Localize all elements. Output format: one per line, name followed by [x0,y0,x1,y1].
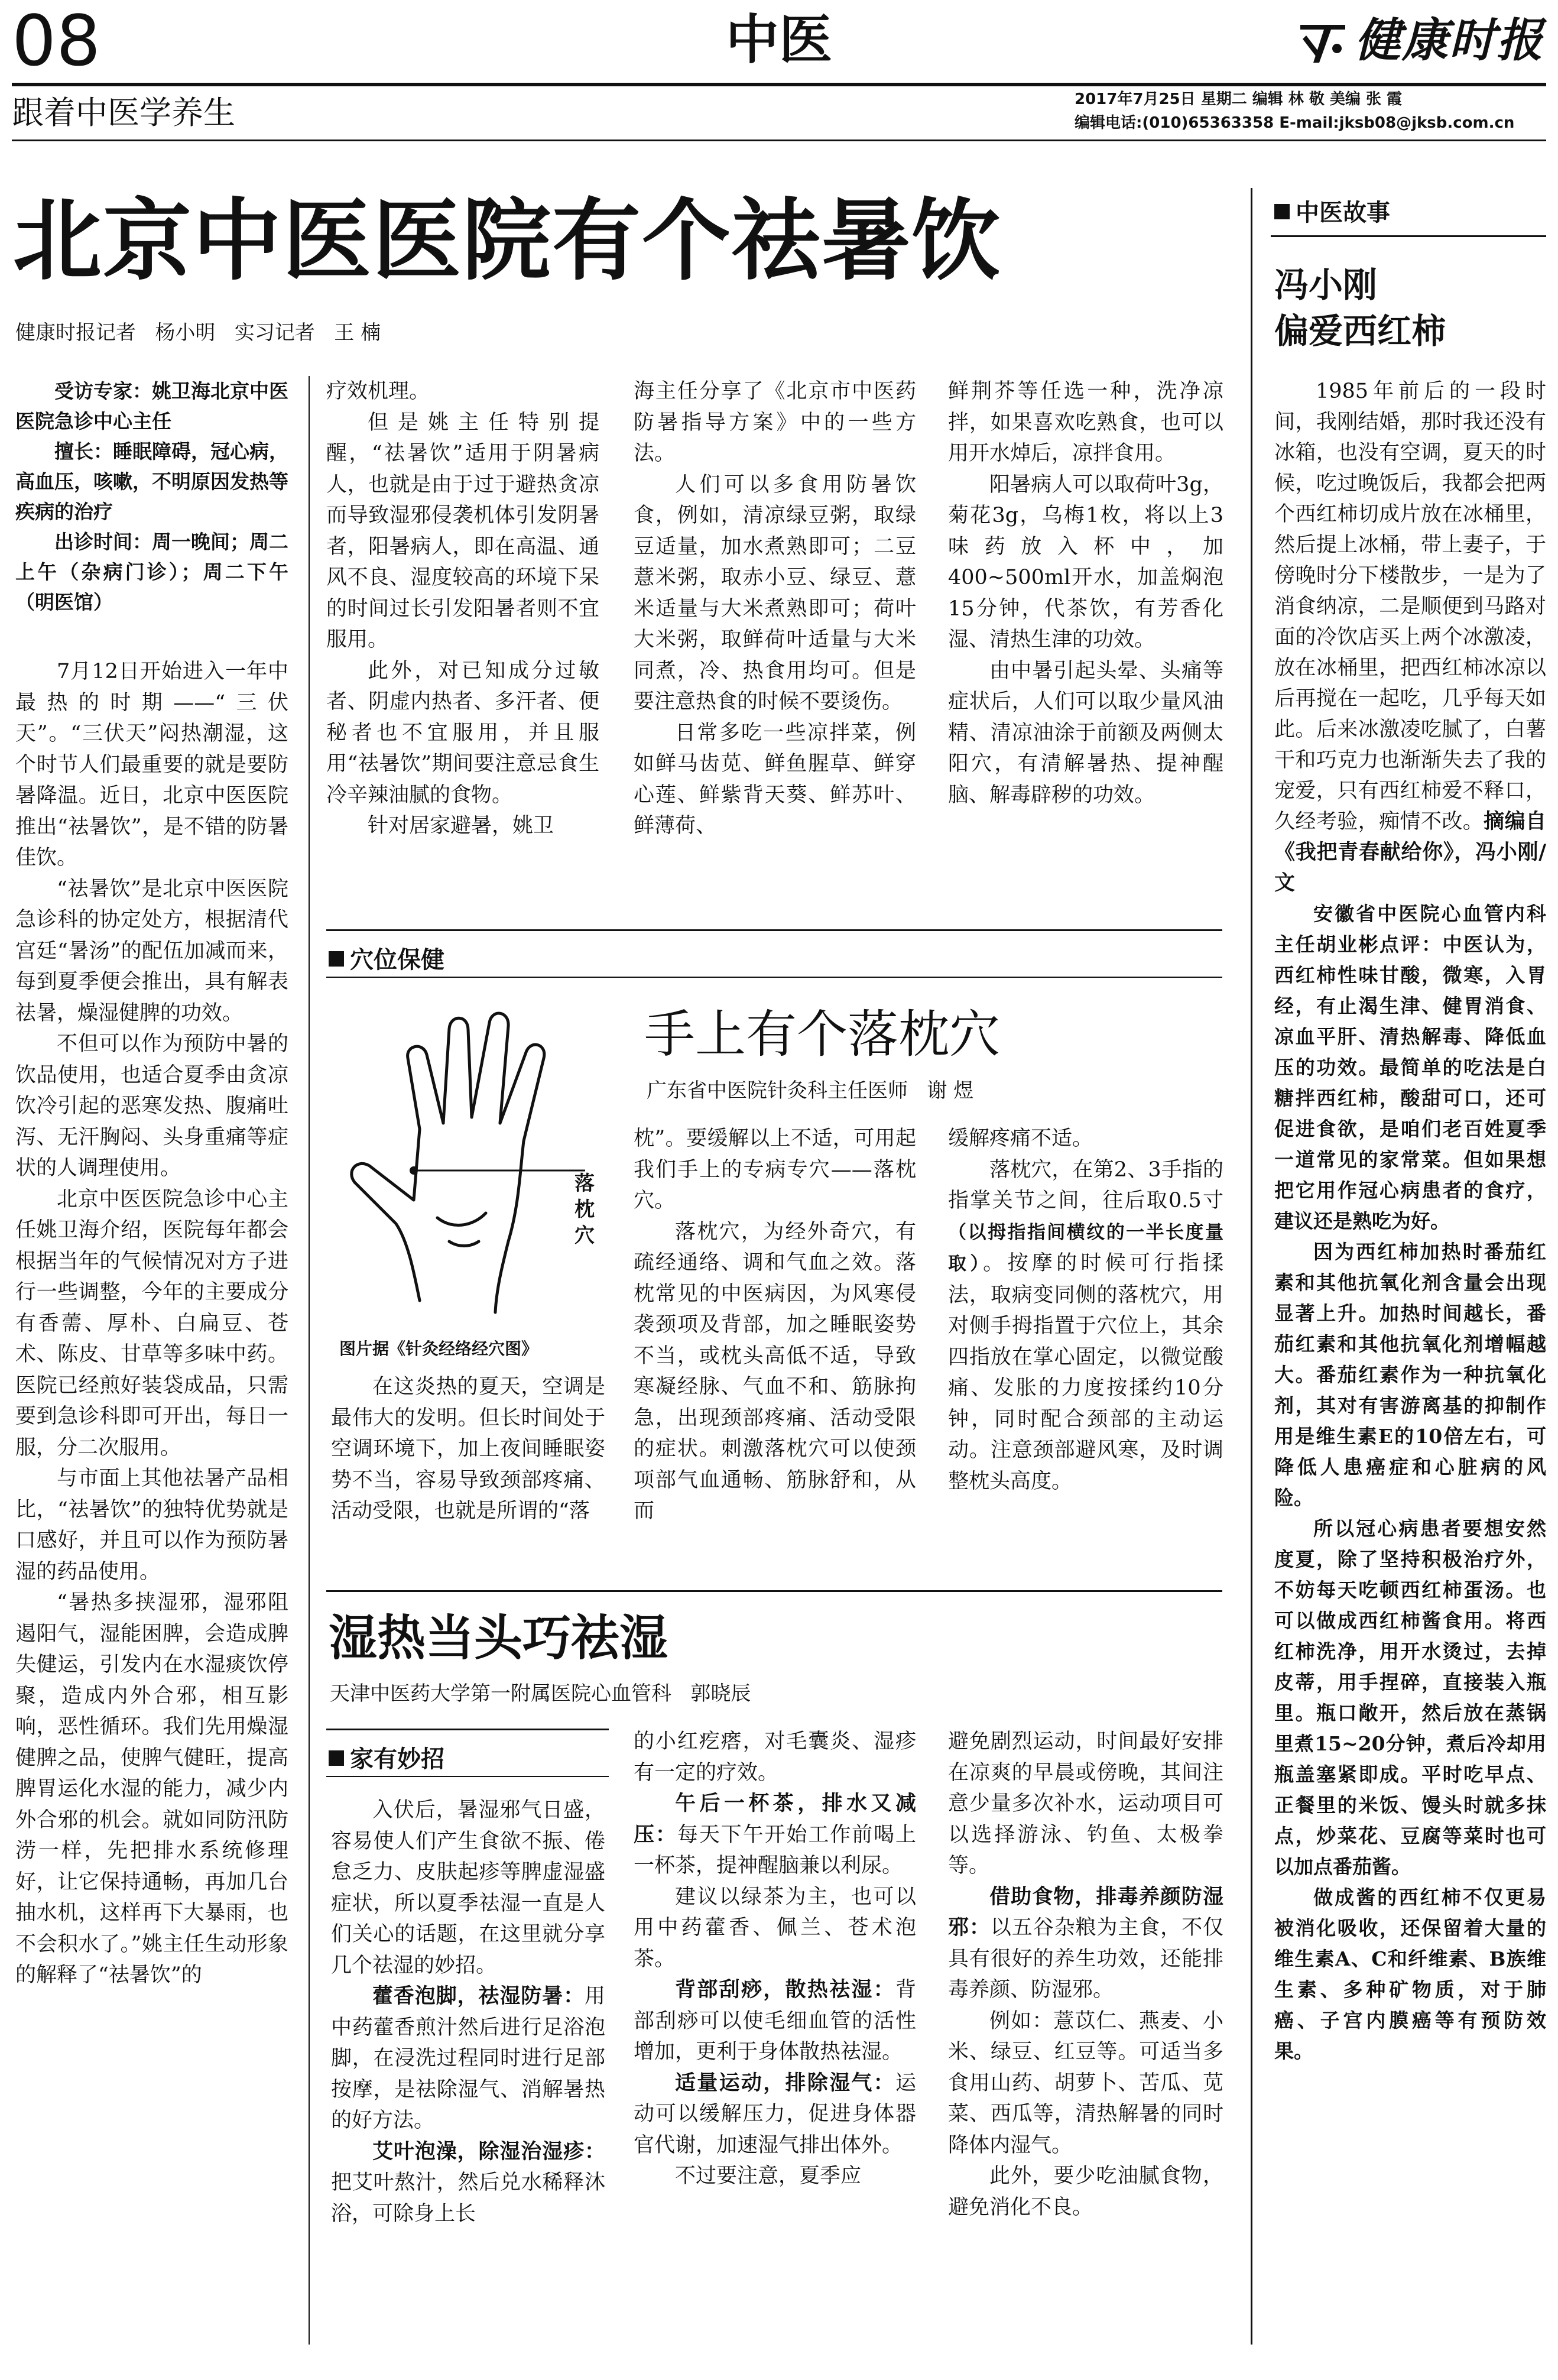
paragraph [634,1788,916,1882]
masthead-rule [12,83,1546,86]
logo-mark-icon [1296,13,1350,67]
damp-col3 [948,1726,1223,2223]
paragraph: 但是姚主任特别提醒，“祛暑饮”适用于阴暑病人，也就是由于过于避热贪凉而导致湿邪侵袭机体引发阴暑者，阳暑病人，即在高温、通风不良、湿度较高的环境下呆的时间过长引发阳暑者则不宜服用。 [326,410,599,651]
damp-byline: 天津中医药大学第一附属医院心血管科 郭晓辰 [330,1682,751,1705]
paragraph: 建议以绿茶为主，也可以用中药藿香、佩兰、苍术泡茶。 [634,1885,916,1971]
paragraph: “暑热多挟湿邪，湿邪阻遏阳气，湿能困脾，会造成脾失健运，引发内在水湿痰饮停聚，造成内外合邪，相互影响，恶性循环。我们先用燥湿健脾之品，使脾气健旺，提高脾胃运化水湿的能力，减少内外合邪的机会。就如同防汛防涝一样，先把排水系统修理好，让它保持通畅，再加几台抽水机，这样再下大暴雨，也不会积水了。”姚主任生动形象的解释了“祛暑饮”的 [15,1591,288,1987]
paragraph: 与市面上其他祛暑产品相比，“祛暑饮”的独特优势就是口感好，并且可以作为预防暑湿的药品使用。 [15,1467,288,1584]
figure-caption: 图片据《针灸经络经穴图》 [339,1339,538,1358]
text-run: 。按摩的时候可行指揉法，取病变同侧的落枕穴，用对侧手拇指置于穴位上，其余四指放在掌心固定，以微觉酸痛、发胀的力度按揉约10分钟，同时配合颈部的主动运动。注意颈部避风寒，及时调整枕头高度。 [948,1251,1223,1493]
article1-headline: 北京中医医院有个祛暑饮 [13,190,1002,293]
paragraph: 枕”。要缓解以上不适，可用起我们手上的专病专穴——落枕穴。 [634,1127,916,1212]
paragraph: 针对居家避暑，姚卫 [368,814,554,838]
acupoint-byline: 广东省中医院针灸科主任医师 谢 煜 [647,1079,974,1103]
tip-title: 适量运动，排除湿气： [675,2070,895,2095]
tip-text: 把艾叶熬汁，然后兑水稀释沐浴，可除身上长 [331,2171,605,2226]
sidebar-divider [1251,188,1252,2345]
tip-text: 用中药藿香煎汁然后进行足浴泡脚，在浸洗过程同时进行足部按摩，是祛除湿气、消解暑热的好方法。 [331,1985,605,2132]
tip-title: 借助食物，排毒养颜防湿邪： [948,1884,1223,1940]
article1-col2 [326,376,599,842]
acupoint-section-label [329,941,444,975]
paragraph [331,2136,605,2230]
paragraph: 入伏后，暑湿邪气日盛，容易使人们产生食欲不振、倦怠乏力、皮肤起疹等脾虚湿盛症状，所以夏季祛湿一直是人们关心的话题，在这里就分享几个祛湿的妙招。 [331,1798,605,1977]
damp-headline: 湿热当头巧祛湿 [329,1610,668,1666]
paragraph [634,1974,916,2068]
paragraph: 由中暑引起头晕、头痛等症状后，人们可以取少量风油精、清凉油涂于前额及两侧太阳穴，有清解暑热、提神醒脑、解毒辟秽的功效。 [948,659,1223,807]
damp-section-label [329,1740,444,1774]
tip-text: 每天下午开始工作前喝上一杯茶，提神醒脑兼以利尿。 [634,1823,916,1878]
tip-title: 藿香泡脚，祛湿防暑： [372,1984,585,2008]
section-rule [326,1729,609,1730]
date-line: 2017年7月25日 星期二 编辑 林 敬 美编 张 霞 [1075,90,1402,108]
page-number: 08 [12,0,101,82]
paragraph: 所以冠心病患者要想安然度夏，除了坚持积极治疗外，不妨每天吃顿西红柿蛋汤。也可以做成西红柿酱食用。将西红柿洗净，用开水烫过，去掉皮蒂，用手捏碎，直接装入瓶里。瓶口敞开，然后放在蒸锅里煮15~20分钟，煮后冷却用瓶盖塞紧即成。平时吃早点、正餐里的米饭、馒头时就多抹点，炒菜花、豆腐等菜时也可以加点番茄酱。 [1274,1517,1546,1878]
paragraph: 因为西红柿加热时番茄红素和其他抗氧化剂含量会出现显著上升。加热时间越长，番茄红素和其他抗氧化剂增幅越大。番茄红素作为一种抗氧化剂，其对有害游离基的抑制作用是维生素E的10倍左右，可降低人患癌症和心脏病的风险。 [1274,1240,1546,1509]
section-rule [326,1776,609,1777]
paragraph [948,1882,1223,2006]
paragraph: 人们可以多食用防暑饮食，例如，清凉绿豆粥，取绿豆适量，加水煮熟即可；二豆薏米粥，取赤小豆、绿豆、薏米适量与大米煮熟即可；荷叶大米粥，取鲜荷叶适量与大米同煮，冷、热食用均可。但是要注意热食的时候不要烫伤。 [634,472,916,714]
paragraph: 北京中医医院急诊中心主任姚卫海介绍，医院每年都会根据当年的气候情况对方子进行一些调整，今年的主要成分有香薷、厚朴、白扁豆、苍术、陈皮、甘草等多味中药。医院已经煎好装袋成品，只需要到急诊科即可开出，每日一服，分二次服用。 [15,1187,288,1460]
paragraph [948,1155,1223,1497]
paragraph [634,2068,916,2161]
section-rule [326,977,1222,978]
paragraph: 鲜荆芥等任选一种，洗净凉拌，如果喜欢吃熟食，也可以用开水焯后，凉拌食用。 [948,380,1223,465]
paragraph: 的小红疙瘩，对毛囊炎、湿疹有一定的疗效。 [634,1730,916,1785]
article1-byline: 健康时报记者 杨小明 实习记者 王 楠 [15,321,381,345]
paragraph: 避免剧烈运动，时间最好安排在凉爽的早晨或傍晚，其间注意少量多次补水，运动项目可以选择游泳、钓鱼、太极拳等。 [948,1730,1223,1878]
column-title: 跟着中医学养生 [12,94,235,131]
story-text: 1985年前后的一段时间，我刚结婚，那时我还没有冰箱，也没有空调，夏天的时候，吃过晚饭后，我都会把两个西红柿切成片放在冰桶里，然后提上冰桶，带上妻子，于傍晚时分下楼散步，一是为了消食纳凉，二是顺便到马路对面的冷饮店买上两个冰激凌，放在冰桶里，把西红柿冰凉以后再搅在一起吃，几乎每天如此。后来冰激凌吃腻了，白薯干和巧克力也渐渐失去了我的宠爱，只有西红柿爱不释口，久经考验，痴情不改。 [1274,380,1546,834]
paragraph: 疗效机理。 [326,380,430,403]
paragraph [331,1981,605,2136]
section-rule [326,929,1222,931]
acupoint-figure-label: 落枕穴 [574,1172,595,1247]
paragraph: 7月12日开始进入一年中最热的时期——“三伏天”。“三伏天”闷热潮湿，这个时节人们最重要的就是要防暑降温。近日，北京中医医院推出“祛暑饮”，是不错的防暑佳饮。 [15,660,288,870]
acupoint-col1 [331,1371,605,1527]
story-body [1274,376,1546,2067]
skill-text: 睡眠障碍，冠心病，高血压，咳嗽，不明原因发热等疾病的治疗 [15,440,288,523]
paragraph: 落枕穴，为经外奇穴，有疏经通络、调和气血之效。落枕常见的中医病因，为风寒侵袭颈项及背部，加之睡眠姿势不当，或枕头高低不适，导致寒凝经脉、气血不和、筋脉拘急，出现颈部疼痛、活动受限的症状。刺激落枕穴可以使颈项部气血通畅、筋脉舒和，从而 [634,1220,916,1523]
paragraph: 做成酱的西红柿不仅更易被消化吸收，还保留着大量的维生素A、C和纤维素、B族维生素、多种矿物质，对于肺癌、子宫内膜癌等有预防效果。 [1274,1886,1546,2063]
section-label-text: 中医故事 [1296,199,1390,226]
paragraph: 阳暑病人可以取荷叶3g，菊花3g，乌梅1枚，将以上3味药放入杯中，加400~500ml开水，加盖焖泡15分钟，代茶饮，有芳香化湿、清热生津的功效。 [948,472,1223,651]
section-label-text: 家有妙招 [350,1746,444,1773]
acupoint-col2 [634,1123,916,1527]
tip-title: 艾叶泡澡，除湿治湿疹： [372,2139,605,2164]
paragraph: 不但可以作为预防中暑的饮品使用，也适合夏季由贪凉饮冷引起的恶寒发热、腹痛吐泻、无汗胸闷、头身重痛等症状的人调理使用。 [15,1032,288,1180]
square-bullet-icon [1274,204,1290,219]
expert-box [15,376,288,617]
paragraph: 日常多吃一些凉拌菜，例如鲜马齿苋、鲜鱼腥草、鲜穿心莲、鲜紫背天葵、鲜苏叶、鲜薄荷、 [634,721,916,838]
acupoint-headline: 手上有个落枕穴 [644,1005,1000,1064]
clinic-label: 出诊时间： [54,530,152,553]
hand-figure [331,993,609,1342]
square-bullet-icon [329,1750,344,1766]
column-divider [309,376,310,2345]
paragraph: 在这炎热的夏天，空调是最伟大的发明。但长时间处于空调环境下，加上夜间睡眠姿势不当，容易导致颈部疼痛、活动受限，也就是所谓的“落 [331,1375,605,1523]
section-title: 中医 [726,9,832,71]
masthead-rule-bottom [12,140,1546,141]
paragraph: 此外，对已知成分过敏者、阴虚内热者、多汗者、便秘者也不宜服用，并且服用“祛暑饮”期间要注意忌食生冷辛辣油腻的食物。 [326,659,599,807]
text-run: 落枕穴，在第2、3手指的指掌关节之间，往后取0.5寸 [948,1157,1223,1212]
section-rule [1271,235,1546,237]
paragraph: “祛暑饮”是北京中医医院急诊科的协定处方，根据清代宫廷“暑汤”的配伍加减而来，每到夏季便会推出，具有解表祛暑，燥湿健脾的功效。 [15,877,288,1025]
story-source: 摘编自《我把青春献给你》，冯小刚/文 [1274,809,1546,895]
tip-text: 以五谷杂粮为主食，不仅具有很好的养生功效，还能排毒养颜、防湿邪。 [948,1916,1223,2002]
expert-name: 安徽省中医院心血管内科主任胡业彬点评： [1274,902,1546,956]
newspaper-logo [1296,11,1550,70]
tip-text: 运动可以缓解压力，促进身体器官代谢，加速湿气排出体外。 [634,2071,916,2157]
story-title-line2: 偏爱西红柿 [1274,311,1446,351]
hand-illustration-icon [331,993,609,1324]
article1-col3 [634,376,916,842]
tip-title: 午后一杯茶，排水又减压： [634,1791,916,1847]
logo-text: 健康时报 [1355,14,1544,67]
measure-note: （以拇指指间横纹的一半长度量取） [948,1221,1223,1275]
paragraph [1274,376,1546,899]
square-bullet-icon [329,951,344,967]
tip-title: 背部刮痧，散热祛湿： [675,1977,895,2002]
section-label-text: 穴位保健 [350,946,444,974]
story-section-label [1274,194,1390,228]
expert-text: 姚卫海北京中医医院急诊中心主任 [15,380,288,433]
paragraph: 海主任分享了《北京市中医药防暑指导方案》中的一些方法。 [634,380,916,465]
tip-text: 背部刮痧可以使毛细血管的活性增加，更利于身体散热祛湿。 [634,1978,916,2064]
damp-col1 [331,1795,605,2229]
section-rule [326,1590,1222,1592]
expert-label: 受访专家： [54,380,152,403]
article1-col4 [948,376,1223,810]
contact-line: 编辑电话:(010)65363358 E-mail:jksb08@jksb.com.cn [1075,114,1515,132]
clinic-text: 周一晚间；周二上午（杂病门诊）；周二下午（明医馆） [15,530,288,614]
paragraph: 例如：薏苡仁、燕麦、小米、绿豆、红豆等。可适当多食用山药、胡萝卜、苦瓜、苋菜、西瓜等，清热解暑的同时降体内湿气。 [948,2009,1223,2157]
paragraph: 不过要注意，夏季应 [675,2164,862,2188]
paragraph: 此外，要少吃油腻食物，避免消化不良。 [948,2164,1223,2219]
skill-label: 擅长： [54,440,113,463]
acupoint-col3 [948,1123,1223,1497]
article1-col1 [15,376,288,1991]
paragraph: 缓解疼痛不适。 [948,1127,1093,1150]
paragraph [1274,899,1546,1237]
comment-text: 中医认为，西红柿性味甘酸，微寒，入胃经，有止渴生津、健胃消食、凉血平肝、清热解毒、降低血压的功效。最简单的吃法是白糖拌西红柿，酸甜可口，还可促进食欲，是咱们老百姓夏季一道常见的家常菜。但如果想把它用作冠心病患者的食疗，建议还是熟吃为好。 [1274,933,1547,1233]
story-title-line1: 冯小刚 [1274,265,1378,305]
damp-col2 [634,1726,916,2192]
